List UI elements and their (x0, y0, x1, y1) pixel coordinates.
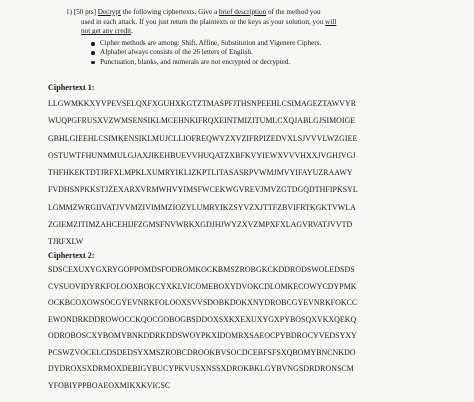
ciphertext-line: YFOBIYPPBOAEOXMIKXKVICSC (48, 380, 171, 390)
rule-item: Cipher methods are among: Shift, Affine, Substitution and Vigenere Ciphers. (91, 39, 321, 48)
question-period: . (131, 27, 133, 36)
ciphertext-line: LGMMZWRGIIVATJVVMZIVIMMZIOZYLUMRYIKZSYVZXJTTFZBVIFRTKGKTVWLA (48, 202, 356, 212)
brief-description-phrase: brief description (218, 8, 267, 16)
question-line-1 (66, 8, 461, 18)
ciphertext-2-body (48, 262, 428, 394)
ciphertext-1-body (48, 95, 428, 251)
ciphertext-2-heading: Ciphertext 2: (48, 251, 95, 260)
rule-item: Alphabet always consists of the 26 letters of English. (91, 48, 321, 57)
not-get-credit-phrase: not get any credit (81, 27, 132, 36)
decrypt-word: Decrypt (97, 8, 121, 16)
question-points: [50 pts] (73, 8, 96, 16)
question-text-b: of the method you (266, 8, 321, 16)
rule-item: Punctuation, blanks, and numerals are not encrypted or decrypted. (91, 58, 321, 67)
ciphertext-line: FVDHSNPKKSTJZEXARXVRMWHVYIMSFWCEKWGVREVJMVZGTDGQDTHFIPKSYL (48, 185, 358, 195)
question-line-2-text: used in each attack. If you just return the plaintexts or the keys as your solution, you (81, 17, 326, 26)
ciphertext-line: LLGWMKKXYVPEVSELQXFXGUHXKGTZTMASPFJTHSNPEEHLCSIMAGEZTAWVYR (48, 99, 357, 108)
question-line-2 (66, 18, 461, 28)
ciphertext-line: WUQPGFRUSXVZWMSENSIKLMCEHNKIFRQXEINTMIZITUMLCXQJABLGJSIMOIGE (48, 116, 356, 126)
ciphertext-line: DYDROXSXDRMOXDEBIGYBUCYPKVUSXNSSXDROKBKLGYBVNGSDRDRONSCM (48, 364, 354, 373)
ciphertext-line: GBHLGIEEHLCSIMKENSIKLMUJCLLIOFREQWYZXVZIFRPIZEDVXLSJVVVLWZGIEE (48, 133, 358, 143)
question-text-a: the following ciphertexts. Give a (120, 8, 219, 16)
question-number: 1) (66, 8, 72, 16)
ciphertext-line: EWONDRKDDROWOCCKQOCGOBOGBSDDOXSXKXEXUXYGXPYBOSQXVKXQEKQ (48, 314, 357, 324)
question-line-3 (66, 27, 461, 37)
ciphertext-1-heading: Ciphertext 1: (48, 83, 95, 92)
ciphertext-line: CVSUOVIDYRKFOLOOXBOKCYXKLVICOMEBOXYDVOKCDLOMKECOWYCDYPMK (48, 281, 357, 291)
ciphertext-line: THFHKEKTDTJRFXLMPKLXUMRYIKLIZKPTLITASASRPVWMJMVYIFAYUZRAAWY (48, 168, 353, 178)
will-word: will (325, 17, 337, 26)
ciphertext-line: OSTUWTFHUNMMULGJAXJIKEHBUEVVHUQATZXBFKVYIEWXVVVHXXJVGHJVGJ (48, 150, 356, 160)
ciphertext-line: ZGIEMZITIMZAHCEHIJFZGMSFNVWRKXGDJHJWYZXVZMPXFXLAGVRVATJVVTD (48, 220, 353, 230)
rules-list (91, 39, 321, 67)
ciphertext-line: SDSCEXUXYGXRYGOPPOMDSFODROMKOCKBMSZROBGKCKDDRODSWOLEDSDS (48, 265, 355, 274)
ciphertext-line: ODROBOSCXYBOMYBNKDDRKDDSWOYPKXIDOMRXSAEOCPYBDROCYVEDSYXY (48, 331, 357, 340)
ciphertext-line: OCKBCOXOWSOCGYEVNRKFOLOOXSVVSDOBKDOKXNYDROBCGYEVNRKFOKCC (48, 298, 358, 307)
question-prompt (66, 8, 461, 37)
ciphertext-line: TJRFXLW (48, 237, 84, 247)
ciphertext-line: PCSWZVOCELCDSDEDSYXMSZROBCDROOKBVSOCDCEBFSFSXQBOMYBNCNKDO (48, 347, 356, 357)
